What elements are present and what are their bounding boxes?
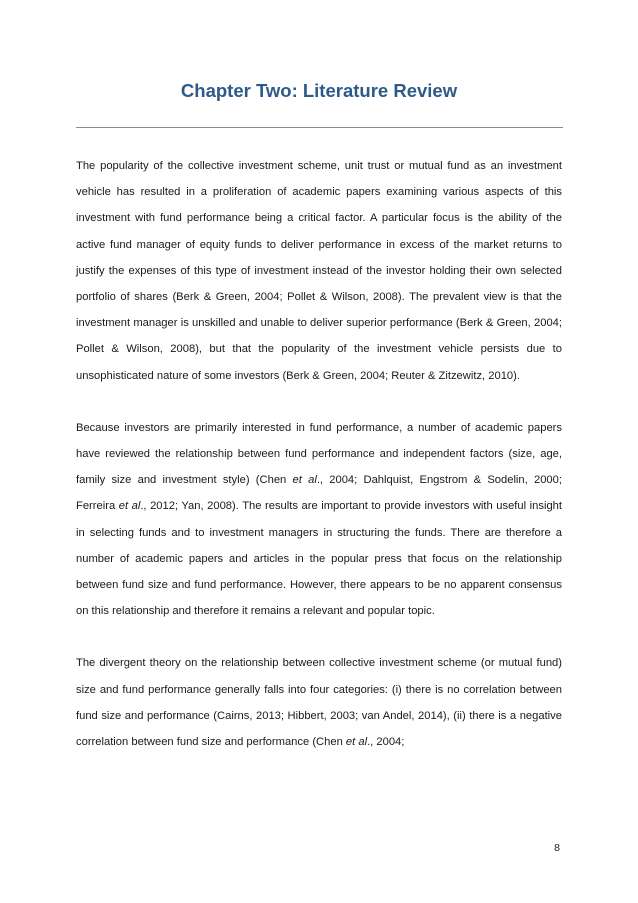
paragraph-2-text-a: Because investors are primarily interested in fund performance, a number of academic papers have reviewed the relationship between fund performance and independent factors (size, age, family size and investment style) (Chen <box>76 421 562 487</box>
body-text <box>76 153 562 781</box>
paragraph-2-et-al-2: et al <box>118 500 141 513</box>
paragraph-3 <box>76 650 562 755</box>
paragraph-1 <box>76 153 562 389</box>
paragraph-2-text-c: ., 2012; Yan, 2008). The results are important to provide investors with useful insight in selecting funds and to investment managers in structuring the funds. There are therefore a number of academic papers and articles in the popular press that focus on the relationship between fund size and fund performance. However, there appears to be no apparent consensus on this relationship and therefore it remains a relevant and popular topic. <box>76 500 563 618</box>
paragraph-2-et-al-1: et al <box>292 474 317 487</box>
paragraph-3-text-b: ., 2004; <box>367 736 405 749</box>
paragraph-1-text: The popularity of the collective investment scheme, unit trust or mutual fund as an investment vehicle has resulted in a proliferation of academic papers examining various aspects of this investment with fund performance being a critical factor. A particular focus is the ability of the active fund manager of equity funds to deliver performance in excess of the market returns to justify the expenses of this type of investment instead of the investor holding their own selected portfolio of shares (Berk & Green, 2004; Pollet & Wilson, 2008). The prevalent view is that the investment manager is unskilled and unable to deliver superior performance (Berk & Green, 2004; Pollet & Wilson, 2008), but that the popularity of the investment vehicle persists due to unsophisticated nature of some investors (Berk & Green, 2004; Reuter & Zitzewitz, 2010). <box>76 160 562 382</box>
paragraph-2 <box>76 415 562 625</box>
title-divider <box>76 127 563 128</box>
paragraph-3-et-al-1: et al <box>345 736 368 749</box>
paragraph-3-text-a: The divergent theory on the relationship between collective investment scheme (or mutual fund) size and fund performance generally falls into four categories: (i) there is no correlation between fund size and performance (Cairns, 2013; Hibbert, 2003; van Andel, 2014), (ii) there is a negative correlation between fund size and performance (Chen <box>76 657 562 749</box>
chapter-title: Chapter Two: Literature Review <box>180 80 458 101</box>
page-number: 8 <box>554 842 560 854</box>
paragraph-2-text-b: ., 2004; Dahlquist, Engstrom & Sodelin, 2000; Ferreira <box>76 474 562 513</box>
